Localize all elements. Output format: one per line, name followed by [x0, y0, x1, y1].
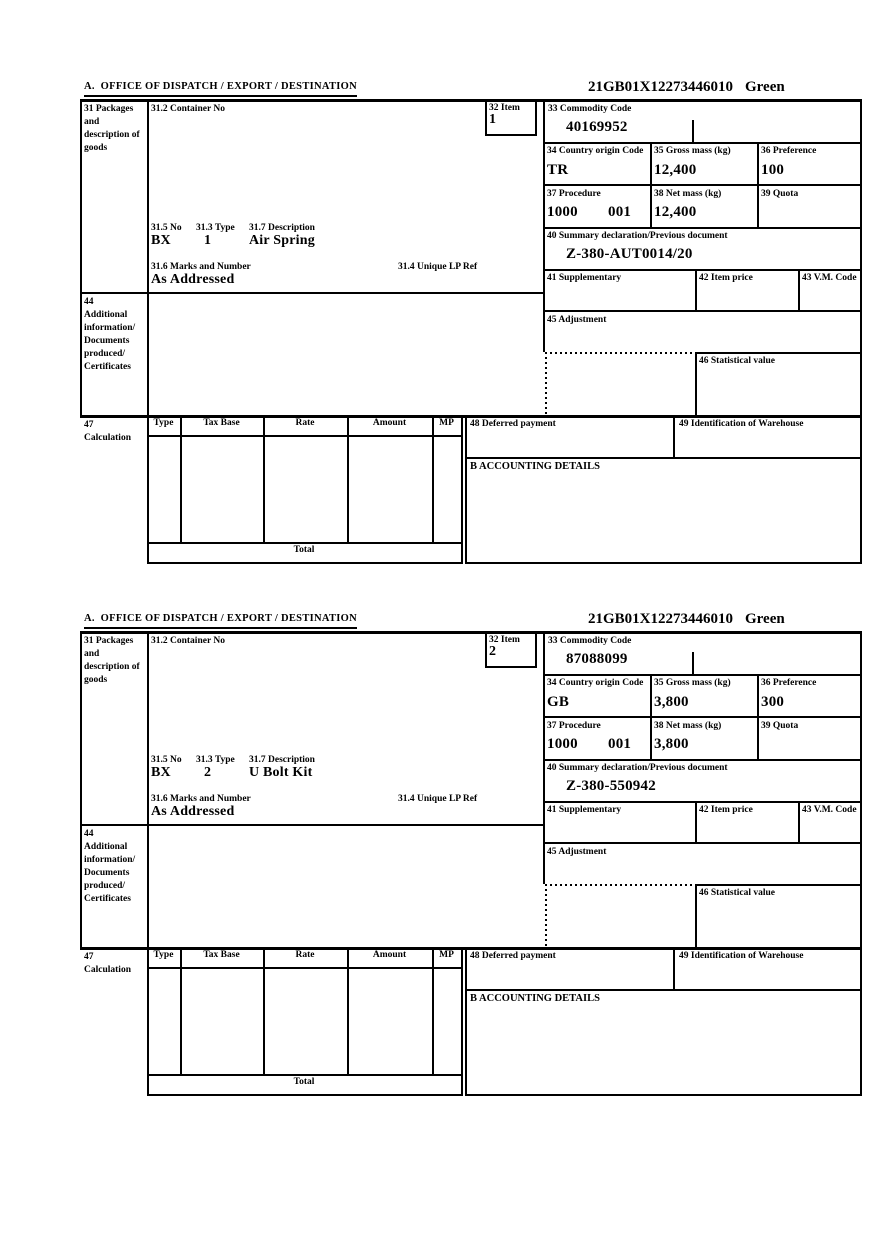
box48-box49-divider — [673, 947, 675, 989]
total-row-bottom-border — [147, 562, 463, 564]
box45-dotted-bottom-border — [545, 352, 695, 354]
box31-5-label: 31.5 No — [151, 755, 182, 765]
tax-type-column-divider — [180, 947, 182, 1074]
movement-reference-number: 21GB01X12273446010 — [588, 79, 734, 95]
box31-2-label: 31.2 Container No — [151, 636, 225, 646]
description-value: Air Spring — [249, 233, 315, 248]
tax-table-right-border — [461, 947, 463, 1094]
box41-row-bottom-border — [543, 842, 862, 844]
box42-label: 42 Item price — [699, 273, 753, 283]
box40-bottom-border — [543, 269, 862, 271]
commodity-code-value: 87088099 — [566, 651, 628, 667]
box36-label: 36 Preference — [761, 678, 817, 688]
package-no-value: BX — [151, 765, 171, 780]
tax-amount-column-divider — [432, 415, 434, 542]
tax-header-bottom-border — [147, 967, 463, 969]
outer-right-border — [860, 99, 862, 564]
tax-mp-header: MP — [439, 418, 454, 428]
box48-left-border — [465, 415, 467, 562]
box37-label: 37 Procedure — [547, 189, 601, 199]
box31-5-label: 31.5 No — [151, 223, 182, 233]
marks-value: As Addressed — [151, 804, 235, 819]
outer-left-border — [80, 99, 82, 417]
total-label: Total — [293, 1077, 315, 1087]
sad-continuation-copy — [80, 610, 862, 1142]
box31-2-label: 31.2 Container No — [151, 104, 225, 114]
box31-3-label: 31.3 Type — [196, 223, 235, 233]
box31-4-label: 31.4 Unique LP Ref — [398, 794, 478, 804]
tax-amount-header: Amount — [372, 418, 407, 428]
box48-label: 48 Deferred payment — [470, 951, 556, 961]
box31-label: 31 Packages and description of goods — [84, 636, 140, 685]
tax-base-column-divider — [263, 947, 265, 1074]
box37-row-bottom-border — [543, 759, 862, 761]
total-label: Total — [293, 545, 315, 555]
summary-declaration-value: Z-380-550942 — [566, 778, 656, 794]
box48-box49-divider — [673, 415, 675, 457]
box48-left-border — [465, 947, 467, 1094]
procedure-value: 1000 — [547, 736, 578, 752]
box35-box36-divider — [757, 142, 759, 227]
tax-rate-column-divider — [347, 947, 349, 1074]
section-a-title: A. OFFICE OF DISPATCH / EXPORT / DESTINATION — [84, 81, 357, 97]
goods-box-bottom-border — [80, 292, 543, 294]
outer-top-border — [80, 99, 862, 102]
procedure-value: 1000 — [547, 204, 578, 220]
box46-top-border — [695, 884, 862, 886]
box37-label: 37 Procedure — [547, 721, 601, 731]
routing-status: Green — [745, 611, 785, 627]
total-row-bottom-border — [147, 1094, 463, 1096]
procedure-extension-value: 001 — [608, 204, 632, 220]
tax-base-header: Tax Base — [203, 950, 240, 960]
tax-rate-column-divider — [347, 415, 349, 542]
sad-continuation-copy — [80, 78, 862, 610]
box46-left-border — [695, 884, 697, 947]
box41-row-bottom-border — [543, 310, 862, 312]
box46-label: 46 Statistical value — [699, 356, 775, 366]
tax-amount-header: Amount — [372, 950, 407, 960]
box42-box43-divider — [798, 801, 800, 842]
routing-status: Green — [745, 79, 785, 95]
box45-label: 45 Adjustment — [547, 315, 607, 325]
tax-base-header: Tax Base — [203, 418, 240, 428]
box48-label: 48 Deferred payment — [470, 419, 556, 429]
tax-table-right-border — [461, 415, 463, 562]
box32-label: 32 Item — [489, 635, 520, 645]
item-box-bottom-border — [485, 666, 537, 668]
net-mass-value: 3,800 — [654, 736, 689, 752]
box34-label: 34 Country origin Code — [547, 678, 644, 688]
box38-label: 38 Net mass (kg) — [654, 721, 722, 731]
box43-label: 43 V.M. Code — [802, 273, 857, 283]
box41-label: 41 Supplementary — [547, 805, 622, 815]
tax-mp-header: MP — [439, 950, 454, 960]
box42-label: 42 Item price — [699, 805, 753, 815]
section-b-title: B ACCOUNTING DETAILS — [470, 461, 600, 472]
goods-box-bottom-border — [80, 824, 543, 826]
box39-label: 39 Quota — [761, 189, 799, 199]
box32-label: 32 Item — [489, 103, 520, 113]
movement-reference-number: 21GB01X12273446010 — [588, 611, 734, 627]
accounting-box-bottom-border — [465, 562, 862, 564]
outer-left-border — [80, 631, 82, 949]
box43-label: 43 V.M. Code — [802, 805, 857, 815]
section-a-title: A. OFFICE OF DISPATCH / EXPORT / DESTINATION — [84, 613, 357, 629]
net-mass-value: 12,400 — [654, 204, 697, 220]
commodity-code-tick-mark — [692, 120, 694, 142]
tax-table-left-border — [147, 415, 149, 562]
preference-value: 300 — [761, 694, 785, 710]
box31-label: 31 Packages and description of goods — [84, 104, 140, 153]
box34-row-bottom-border — [543, 716, 862, 718]
accounting-box-bottom-border — [465, 1094, 862, 1096]
box47-label: 47 Calculation — [84, 952, 131, 975]
box37-row-bottom-border — [543, 227, 862, 229]
box31-3-label: 31.3 Type — [196, 755, 235, 765]
box47-label: 47 Calculation — [84, 420, 131, 443]
box34-box35-divider — [650, 142, 652, 227]
outer-right-border — [860, 631, 862, 1096]
tax-type-header: Type — [153, 950, 174, 960]
preference-value: 100 — [761, 162, 785, 178]
tax-amount-column-divider — [432, 947, 434, 1074]
box31-6-label: 31.6 Marks and Number — [151, 794, 251, 804]
item-number-value: 2 — [489, 644, 497, 659]
center-divider-dotted-border — [545, 352, 547, 415]
box41-box42-divider — [695, 801, 697, 842]
tax-type-header: Type — [153, 418, 174, 428]
box42-box43-divider — [798, 269, 800, 310]
tax-rate-header: Rate — [295, 950, 315, 960]
tax-rate-header: Rate — [295, 418, 315, 428]
tax-header-bottom-border — [147, 435, 463, 437]
gross-mass-value: 3,800 — [654, 694, 689, 710]
box38-label: 38 Net mass (kg) — [654, 189, 722, 199]
item-box-left-border — [485, 631, 487, 666]
outer-top-border — [80, 631, 862, 634]
box39-label: 39 Quota — [761, 721, 799, 731]
box31-7-label: 31.7 Description — [249, 223, 315, 233]
box35-label: 35 Gross mass (kg) — [654, 146, 731, 156]
box36-label: 36 Preference — [761, 146, 817, 156]
package-no-value: BX — [151, 233, 171, 248]
tax-table-left-border — [147, 947, 149, 1094]
box49-label: 49 Identification of Warehouse — [679, 951, 804, 961]
box31-7-label: 31.7 Description — [249, 755, 315, 765]
box34-row-bottom-border — [543, 184, 862, 186]
package-type-value: 1 — [204, 233, 212, 248]
box35-label: 35 Gross mass (kg) — [654, 678, 731, 688]
box34-box35-divider — [650, 674, 652, 759]
label-column-right-border — [147, 631, 149, 949]
box44-label: 44 Additional information/ Documents produced/ Certificates — [84, 297, 136, 372]
country-origin-value: TR — [547, 162, 569, 178]
commodity-code-tick-mark — [692, 652, 694, 674]
box44-label: 44 Additional information/ Documents produced/ Certificates — [84, 829, 136, 904]
item-box-bottom-border — [485, 134, 537, 136]
box41-box42-divider — [695, 269, 697, 310]
box33-bottom-border — [543, 674, 862, 676]
box35-box36-divider — [757, 674, 759, 759]
box48-bottom-border — [465, 989, 862, 991]
item-number-value: 1 — [489, 112, 497, 127]
description-value: U Bolt Kit — [249, 765, 313, 780]
marks-value: As Addressed — [151, 272, 235, 287]
tax-body-bottom-border — [147, 542, 463, 544]
center-divider-border — [543, 631, 545, 884]
package-type-value: 2 — [204, 765, 212, 780]
item-box-right-border — [535, 631, 537, 666]
box33-bottom-border — [543, 142, 862, 144]
tax-body-bottom-border — [147, 1074, 463, 1076]
box45-label: 45 Adjustment — [547, 847, 607, 857]
box33-label: 33 Commodity Code — [548, 636, 632, 646]
box40-bottom-border — [543, 801, 862, 803]
box46-top-border — [695, 352, 862, 354]
box49-label: 49 Identification of Warehouse — [679, 419, 804, 429]
label-column-right-border — [147, 99, 149, 417]
box33-label: 33 Commodity Code — [548, 104, 632, 114]
item-box-right-border — [535, 99, 537, 134]
box48-bottom-border — [465, 457, 862, 459]
box34-label: 34 Country origin Code — [547, 146, 644, 156]
box31-4-label: 31.4 Unique LP Ref — [398, 262, 478, 272]
box46-label: 46 Statistical value — [699, 888, 775, 898]
country-origin-value: GB — [547, 694, 570, 710]
center-divider-dotted-border — [545, 884, 547, 947]
box40-label: 40 Summary declaration/Previous document — [547, 231, 728, 241]
box31-6-label: 31.6 Marks and Number — [151, 262, 251, 272]
gross-mass-value: 12,400 — [654, 162, 697, 178]
box41-label: 41 Supplementary — [547, 273, 622, 283]
item-box-left-border — [485, 99, 487, 134]
tax-type-column-divider — [180, 415, 182, 542]
tax-base-column-divider — [263, 415, 265, 542]
center-divider-border — [543, 99, 545, 352]
box45-dotted-bottom-border — [545, 884, 695, 886]
procedure-extension-value: 001 — [608, 736, 632, 752]
summary-declaration-value: Z-380-AUT0014/20 — [566, 246, 693, 262]
box40-label: 40 Summary declaration/Previous document — [547, 763, 728, 773]
commodity-code-value: 40169952 — [566, 119, 628, 135]
section-b-title: B ACCOUNTING DETAILS — [470, 993, 600, 1004]
box46-left-border — [695, 352, 697, 415]
